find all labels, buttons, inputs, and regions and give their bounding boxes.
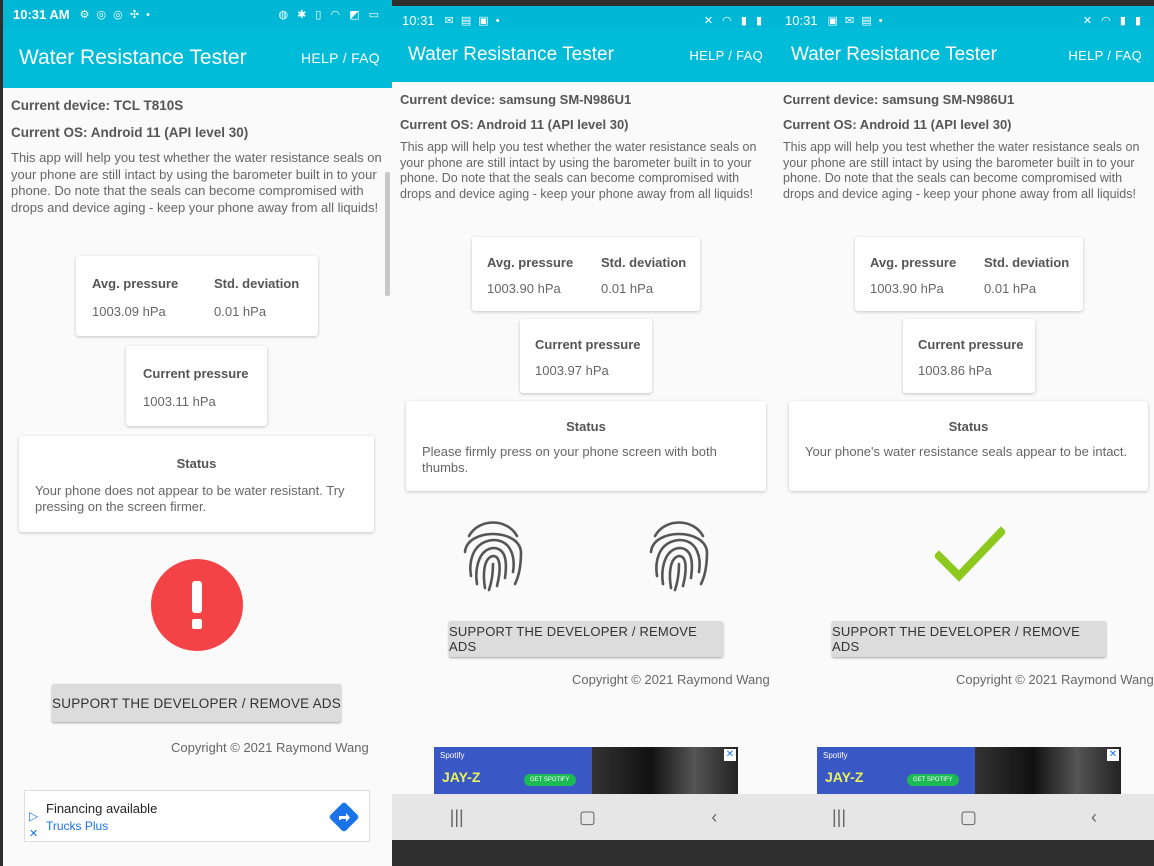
ad-left-panel [434,747,592,794]
current-pressure-label: Current pressure [535,337,641,352]
ad-artist: JAY-Z [442,769,481,785]
current-device: Current device: samsung SM-N986U1 [400,92,632,107]
current-pressure-value: 1003.97 hPa [535,363,609,378]
directions-icon[interactable] [329,802,359,832]
fingerprint-icon-left[interactable] [461,514,525,594]
app-title: Water Resistance Tester [408,44,614,65]
help-faq-button[interactable]: HELP / FAQ [1068,47,1142,63]
ad-brand: Spotify [440,751,465,760]
current-pressure-label: Current pressure [918,337,1024,352]
main-content [3,98,392,216]
status-bar [3,0,392,28]
ad-advertiser: Trucks Plus [46,819,109,833]
current-pressure-card [520,319,652,393]
checkmark-icon [935,526,1005,584]
status-card [406,401,766,491]
std-deviation-value: 0.01 hPa [601,281,654,296]
current-os: Current OS: Android 11 (API level 30) [11,125,249,140]
help-faq-button[interactable]: HELP / FAQ [301,50,380,66]
exclamation-icon [151,559,243,651]
status-text: Your phone does not appear to be water resistant. Try pressing on the screen firmer. [35,483,345,514]
ad-artist: JAY-Z [825,769,864,785]
phone-screen-1 [3,0,392,866]
system-status-icons: ✕ ◠ ▮ ▮ [1082,14,1144,27]
home-icon[interactable]: ▢ [960,806,978,827]
current-os: Current OS: Android 11 (API level 30) [783,117,1012,132]
navigation-bar [775,794,1154,840]
ad-left-panel [817,747,975,794]
ad-title: Financing available [46,801,158,816]
status-title: Status [566,419,606,434]
avg-pressure-value: 1003.90 hPa [487,281,561,296]
navigation-bar [392,794,775,840]
status-title: Status [176,456,217,471]
status-text: Your phone's water resistance seals appear to be intact. [805,444,1128,459]
app-description: This app will help you test whether the water resistance seals on your phone are still intact by using the barometer built in to your phone. Do note that the seals can become compromised with drops and device aging - keep your phone away from all liquids! [11,150,382,215]
current-device: Current device: TCL T810S [11,98,184,113]
support-developer-button[interactable]: SUPPORT THE DEVELOPER / REMOVE ADS [449,621,723,657]
current-pressure-value: 1003.86 hPa [918,363,992,378]
ad-image [592,747,738,794]
main-content [775,92,1154,202]
copyright-text: Copyright © 2021 Raymond Wang [572,672,770,687]
current-pressure-value: 1003.11 hPa [143,394,216,409]
ad-close-icon[interactable]: ✕ [1108,749,1118,760]
app-bar [392,28,775,82]
avg-pressure-label: Avg. pressure [487,255,574,270]
back-icon[interactable]: ‹ [1091,806,1097,827]
avg-pressure-label: Avg. pressure [92,276,179,291]
support-developer-button[interactable]: SUPPORT THE DEVELOPER / REMOVE ADS [52,684,341,722]
ad-close-icon[interactable]: ✕ [725,749,735,760]
system-status-icons: ◍ ✱ ▯ ◠ ◩ ▭ [278,8,382,21]
notification-icons: ▣ ✉ ▤ • [827,14,885,27]
phone-screen-2 [392,6,775,840]
help-faq-button[interactable]: HELP / FAQ [689,47,763,63]
current-os: Current OS: Android 11 (API level 30) [400,117,629,132]
adchoices-icon[interactable]: ▷ [29,809,39,823]
avg-pressure-label: Avg. pressure [870,255,957,270]
ad-banner[interactable] [434,747,738,794]
status-card [789,401,1148,491]
copyright-text: Copyright © 2021 Raymond Wang [171,740,369,755]
current-pressure-label: Current pressure [143,366,249,381]
avg-pressure-value: 1003.09 hPa [92,304,166,319]
ad-cta-button[interactable]: GET SPOTIFY [524,774,576,786]
std-deviation-value: 0.01 hPa [984,281,1037,296]
notification-icons: ✉ ▤ ▣ • [444,14,502,27]
recent-apps-icon[interactable]: ||| [831,806,847,827]
system-status-icons: ✕ ◠ ▮ ▮ [703,14,765,27]
ad-banner[interactable] [817,747,1121,794]
app-title: Water Resistance Tester [791,44,997,65]
std-deviation-value: 0.01 hPa [214,304,267,319]
status-title: Status [948,419,989,434]
current-pressure-card [126,346,267,426]
pressure-stats-card [76,256,318,336]
status-text: Please firmly press on your phone screen with both thumbs. [422,444,717,475]
app-description: This app will help you test whether the water resistance seals on your phone are still intact by using the barometer built in to your phone. Do note that the seals can become compromised with drops and device aging - keep your phone away from all liquids! [783,140,1140,201]
home-icon[interactable]: ▢ [579,806,597,827]
ad-banner[interactable] [24,790,370,842]
pressure-stats-card [472,237,700,311]
app-bar [3,28,392,88]
status-time: 10:31 AM [13,6,70,22]
std-deviation-label: Std. deviation [214,276,300,291]
status-card [19,436,374,532]
ad-brand: Spotify [823,751,848,760]
ad-cta-button[interactable]: GET SPOTIFY [907,774,959,786]
status-time: 10:31 [785,12,818,28]
std-deviation-label: Std. deviation [984,255,1070,270]
ad-image [975,747,1121,794]
notification-icons: ⚙ ◎ ◎ ✣ • [79,8,152,21]
copyright-text: Copyright © 2021 Raymond Wang [956,672,1154,687]
fingerprint-icon-right[interactable] [647,514,711,594]
current-device: Current device: samsung SM-N986U1 [783,92,1015,107]
current-pressure-card [903,319,1035,393]
scrollbar[interactable] [385,172,390,296]
pressure-stats-card [855,237,1083,311]
app-bar [775,28,1154,82]
app-description: This app will help you test whether the water resistance seals on your phone are still intact by using the barometer built in to your phone. Do note that the seals can become compromised with drops and device aging - keep your phone away from all liquids! [400,140,757,201]
phone-screen-3 [775,6,1154,840]
std-deviation-label: Std. deviation [601,255,687,270]
main-content [392,92,775,202]
avg-pressure-value: 1003.90 hPa [870,281,944,296]
status-time: 10:31 [402,12,435,28]
support-developer-button[interactable]: SUPPORT THE DEVELOPER / REMOVE ADS [832,621,1106,657]
app-title: Water Resistance Tester [19,46,247,69]
recent-apps-icon[interactable]: ||| [449,806,464,827]
back-icon[interactable]: ‹ [711,806,718,827]
ad-close-icon[interactable]: ✕ [29,828,39,840]
